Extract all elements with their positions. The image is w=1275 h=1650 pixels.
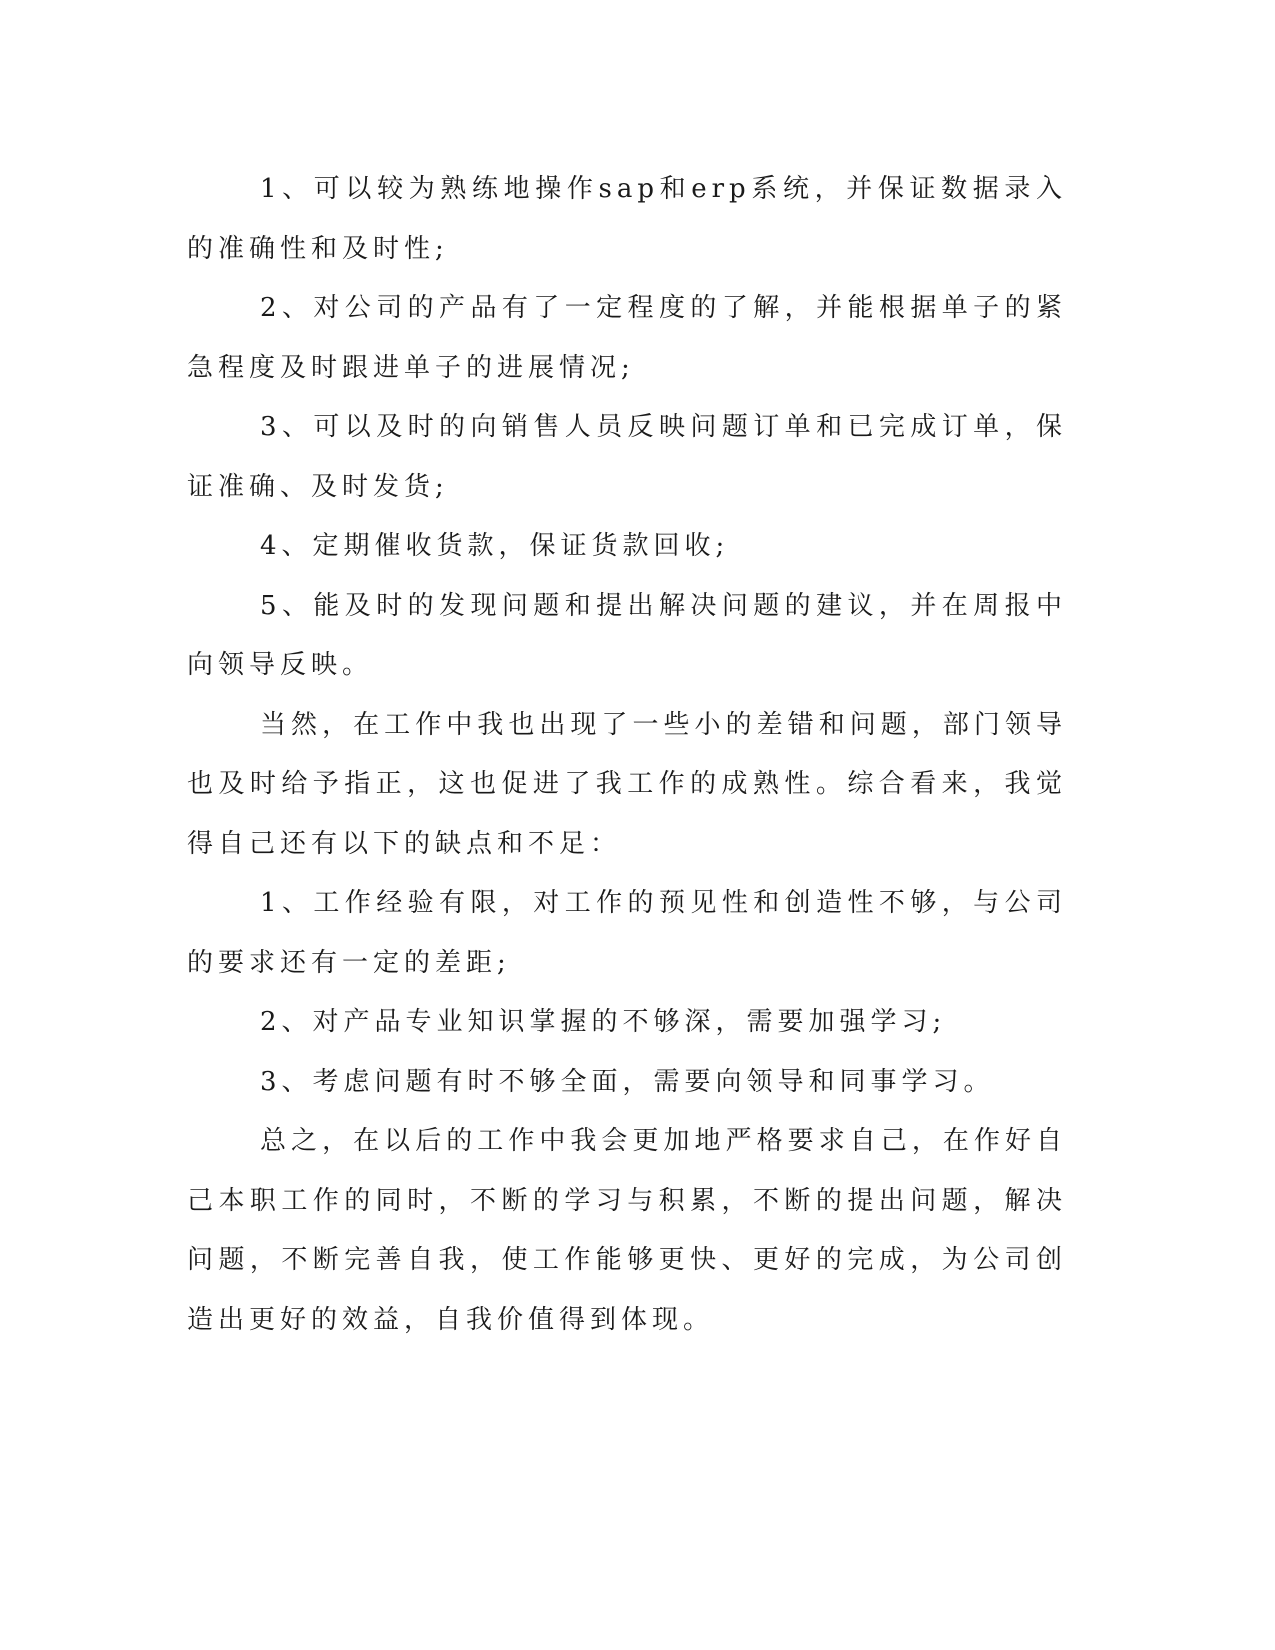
paragraph-item-3-orders: 3、可以及时的向销售人员反映问题订单和已完成订单，保证准确、及时发货; xyxy=(187,412,1067,502)
paragraph-item-2-products: 2、对公司的产品有了一定程度的了解，并能根据单子的紧急程度及时跟进单子的进展情况; xyxy=(187,293,1067,383)
paragraph-shortcomings-intro: 当然，在工作中我也出现了一些小的差错和问题，部门领导也及时给予指正，这也促进了我工作的成熟性。综合看来，我觉得自己还有以下的缺点和不足： xyxy=(187,709,1067,859)
paragraph-conclusion: 总之，在以后的工作中我会更加地严格要求自己，在作好自己本职工作的同时，不断的学习与积累，不断的提出问题，解决问题，不断完善自我，使工作能够更快、更好的完成，为公司创造出更好的效益，自我价值得到体现。 xyxy=(187,1126,1067,1335)
paragraph-shortcoming-1: 1、工作经验有限，对工作的预见性和创造性不够，与公司的要求还有一定的差距; xyxy=(187,888,1067,978)
document-body xyxy=(187,160,1067,1350)
paragraph-item-4-payments: 4、定期催收货款，保证货款回收; xyxy=(260,531,730,561)
paragraph-shortcoming-2: 2、对产品专业知识掌握的不够深，需要加强学习; xyxy=(260,1007,947,1037)
paragraph-item-5-issues: 5、能及时的发现问题和提出解决问题的建议，并在周报中向领导反映。 xyxy=(187,590,1067,680)
paragraph-shortcoming-3: 3、考虑问题有时不够全面，需要向领导和同事学习。 xyxy=(260,1066,995,1097)
paragraph-item-1-sap-erp: 1、可以较为熟练地操作sap和erp系统，并保证数据录入的准确性和及时性; xyxy=(187,174,1067,264)
